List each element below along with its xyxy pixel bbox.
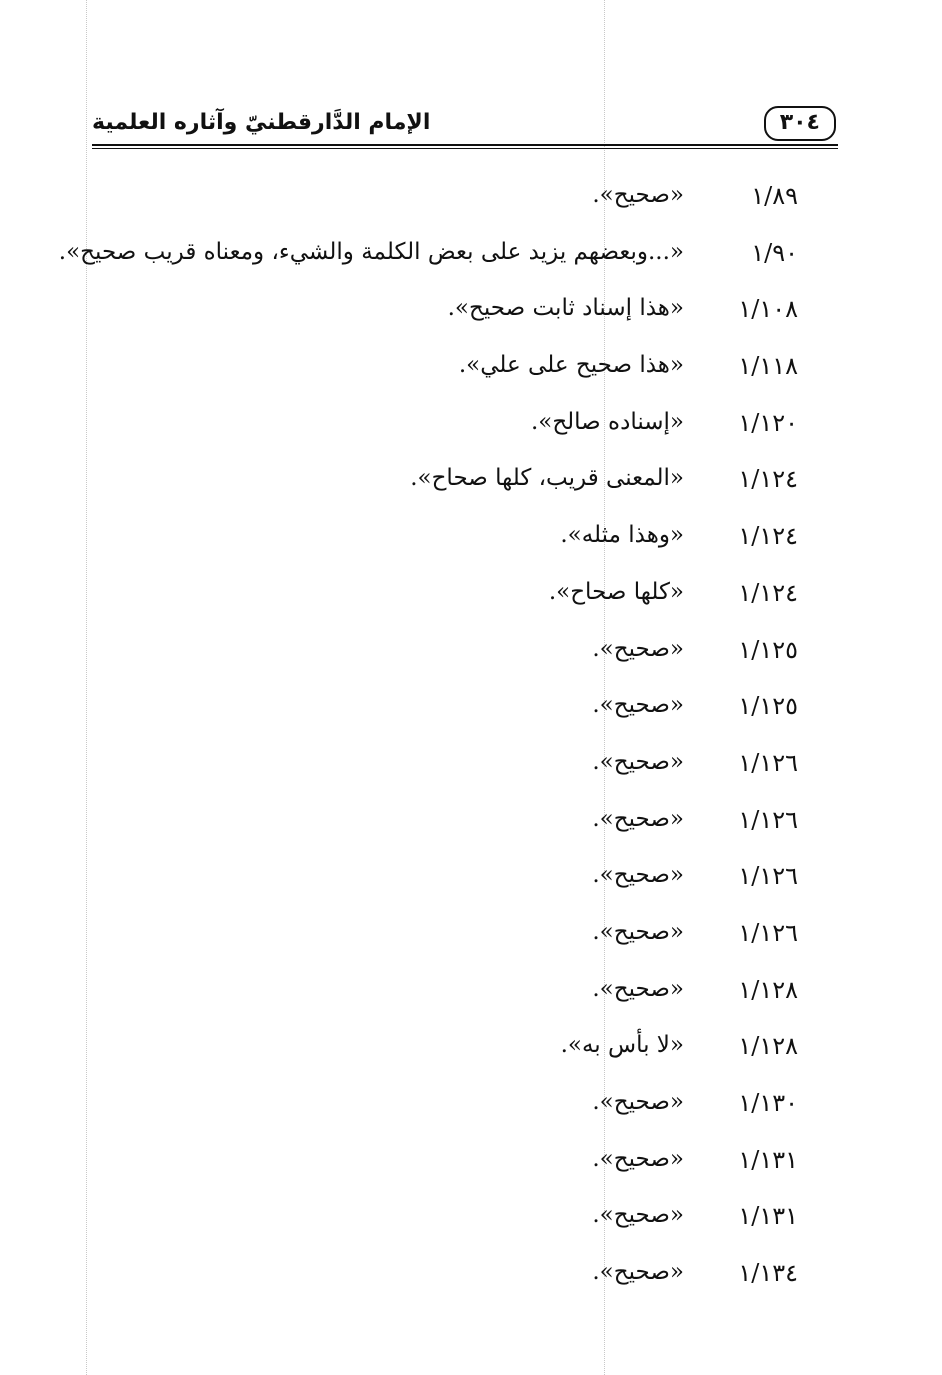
- entry-quote: «صحيح».: [592, 748, 684, 775]
- entry-quote: «صحيح».: [592, 862, 684, 889]
- entry-reference: ١/١٢٤: [738, 578, 798, 607]
- citation-list: [58, 180, 810, 1314]
- list-item: [100, 520, 810, 577]
- list-item: [100, 1200, 810, 1257]
- entry-quote: «هذا صحيح على علي».: [458, 352, 684, 379]
- entry-quote: «صحيح».: [592, 692, 684, 719]
- entry-reference: ١/١٢٥: [738, 692, 798, 721]
- list-item: [100, 690, 810, 747]
- list-item: [100, 407, 810, 464]
- entry-reference: ١/١١٨: [738, 352, 798, 381]
- page-number-badge: ٣٠٤: [764, 106, 836, 141]
- entry-reference: ١/١٣١: [738, 1145, 798, 1174]
- entry-reference: ١/١٢٦: [738, 862, 798, 891]
- entry-reference: ١/٩٠: [751, 238, 798, 267]
- list-item: [100, 1257, 810, 1314]
- list-item: [100, 634, 810, 691]
- list-item: [100, 804, 810, 861]
- entry-quote: «وهذا مثله».: [560, 522, 684, 549]
- list-item: [100, 747, 810, 804]
- entry-reference: ١/١٠٨: [738, 295, 798, 324]
- entry-reference: ١/١٣٠: [738, 1089, 798, 1117]
- list-item: [100, 350, 810, 407]
- entry-reference: ١/١٣١: [738, 1202, 798, 1231]
- entry-quote: «صحيح».: [592, 918, 684, 945]
- list-item: [100, 293, 810, 350]
- entry-quote: «صحيح».: [592, 1259, 684, 1286]
- list-item: [100, 860, 810, 917]
- scan-artifact-line: [86, 0, 87, 1375]
- list-item: [100, 1144, 810, 1201]
- list-item: [100, 1030, 810, 1087]
- entry-reference: ١/١٢٦: [738, 805, 798, 834]
- entry-quote: «...وبعضهم يزيد على بعض الكلمة والشيء، ومعناه قريب صحيح».: [58, 238, 684, 265]
- entry-quote: «صحيح».: [592, 182, 684, 208]
- entry-quote: «صحيح».: [592, 805, 684, 832]
- header-rule: [92, 144, 838, 146]
- entry-reference: ١/١٢٦: [738, 748, 798, 777]
- header-rule-thin: [92, 148, 838, 149]
- entry-quote: «لا بأس به».: [560, 1032, 684, 1059]
- page-header: [92, 100, 838, 150]
- entry-quote: «هذا إسناد ثابت صحيح».: [447, 295, 684, 322]
- list-item: [100, 463, 810, 520]
- list-item: [58, 237, 810, 294]
- entry-reference: ١/١٢٤: [738, 465, 798, 494]
- entry-reference: ١/٨٩: [751, 182, 798, 210]
- list-item: [100, 577, 810, 634]
- entry-reference: ١/١٢٥: [738, 635, 798, 664]
- entry-quote: «صحيح».: [592, 1145, 684, 1172]
- entry-quote: «صحيح».: [592, 1089, 684, 1115]
- entry-quote: «صحيح».: [592, 1202, 684, 1229]
- entry-quote: «المعنى قريب، كلها صحاح».: [410, 465, 684, 492]
- entry-reference: ١/١٢٨: [738, 1032, 798, 1061]
- entry-reference: ١/١٢٨: [738, 975, 798, 1004]
- entry-reference: ١/١٢٦: [738, 918, 798, 947]
- list-item: [100, 917, 810, 974]
- entry-reference: ١/١٢٤: [738, 522, 798, 551]
- list-item: [100, 974, 810, 1031]
- running-title: الإمام الدَّارقطنيّ وآثاره العلمية: [92, 110, 431, 135]
- list-item: [100, 1087, 810, 1144]
- entry-quote: «صحيح».: [592, 975, 684, 1002]
- entry-quote: «صحيح».: [592, 635, 684, 662]
- entry-reference: ١/١٢٠: [738, 408, 798, 437]
- entry-quote: «إسناده صالح».: [530, 408, 684, 435]
- list-item: [100, 180, 810, 237]
- entry-reference: ١/١٣٤: [738, 1259, 798, 1288]
- entry-quote: «كلها صحاح».: [548, 578, 684, 605]
